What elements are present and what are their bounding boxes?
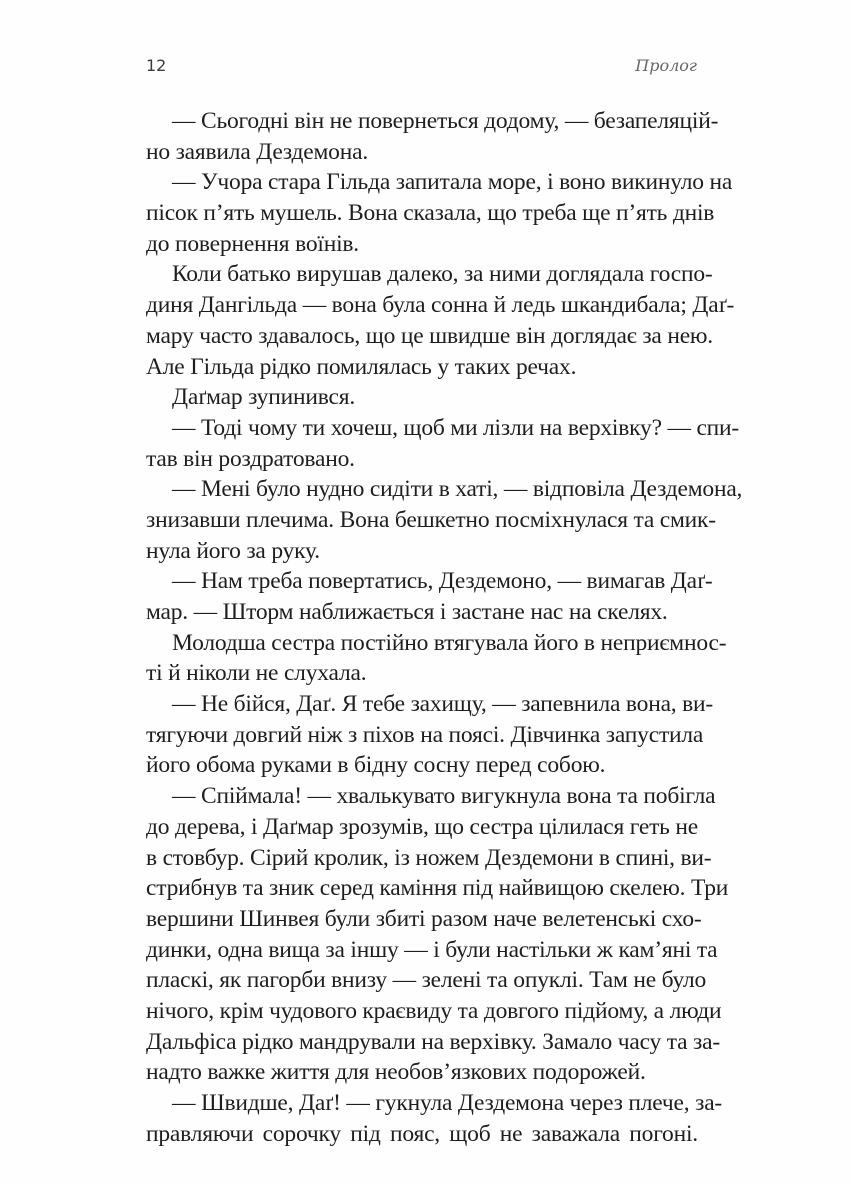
text-line: динки, одна вища за іншу — і були настільки ж кам’яні та (146, 936, 718, 963)
text-line: тав він роздратовано. (146, 445, 355, 472)
text-line: Молодша сестра постійно втягувала його в неприємнос- (172, 629, 727, 656)
text-line: Даґмар зупинився. (172, 384, 355, 411)
section-title: Пролог (635, 56, 697, 75)
body-text (146, 106, 743, 1149)
text-line: — Тоді чому ти хочеш, щоб ми лізли на верхівку? — спи- (172, 414, 740, 441)
text-line: надто важке життя для необов’язкових подорожей. (146, 1059, 646, 1086)
text-line: — Не бійся, Даґ. Я тебе захищу, — запевнила вона, ви- (172, 691, 714, 718)
text-line: — Спіймала! — хвалькувато вигукнула вона та побігла (172, 783, 716, 810)
text-line: вершини Шинвея були збиті разом наче велетенські схо- (146, 905, 702, 932)
text-line: но заявила Дездемона. (146, 138, 369, 165)
text-line: правляючи сорочку під пояс, щоб не заважала погоні. (146, 1120, 698, 1147)
text-line: диня Дангільда — вона була сонна й ледь шкандибала; Даґ- (146, 292, 735, 319)
text-line: мар. — Шторм наближається і застане нас на скелях. (146, 599, 668, 625)
text-line: його обома руками в бідну сосну перед собою. (146, 752, 606, 779)
text-line: нула його за руку. (146, 537, 320, 564)
text-line: до повернення воїнів. (146, 230, 359, 257)
text-line: в стовбур. Сірий кролик, із ножем Дездемони в спині, ви- (146, 844, 712, 871)
text-line: — Мені було нудно сидіти в хаті, — відповіла Дездемона, (172, 476, 743, 503)
text-line: знизавши плечима. Вона бешкетно посміхнулася та смик- (146, 506, 716, 533)
text-line: пісок п’ять мушель. Вона сказала, що треба ще п’ять днів (146, 200, 715, 227)
text-line: Коли батько вирушав далеко, за ними доглядала госпо- (172, 261, 713, 288)
text-line: ті й ніколи не слухала. (146, 660, 367, 687)
text-line: мару часто здавалось, що це швидше він доглядає за нею. (146, 322, 713, 349)
text-line: нічого, крім чудового краєвиду та довгого підйому, а люди (146, 997, 722, 1024)
text-line: — Учора стара Гільда запитала море, і воно викинуло на (172, 169, 733, 196)
page-number: 12 (146, 56, 167, 75)
running-header (146, 56, 697, 82)
text-line: пласкі, як пагорби внизу — зелені та опуклі. Там не було (146, 967, 707, 994)
text-line: — Швидше, Даґ! — гукнула Дездемона через плече, за- (172, 1090, 723, 1116)
text-line: до дерева, і Даґмар зрозумів, що сестра цілилася геть не (146, 813, 698, 840)
text-line: Дальфіса рідко мандрували на верхівку. Замало часу та за- (146, 1028, 720, 1055)
text-line: стрибнув та зник серед каміння під найвищою скелею. Три (146, 875, 729, 902)
text-line: тягуючи довгий ніж з піхов на поясі. Дівчинка запустила (146, 721, 704, 748)
text-line: Але Гільда рідко помилялась у таких речах. (146, 353, 577, 380)
text-line: — Сьогодні він не повернеться додому, — безапеляцій- (172, 108, 719, 134)
text-line: — Нам треба повертатись, Дездемоно, — вимагав Даґ- (172, 568, 713, 595)
